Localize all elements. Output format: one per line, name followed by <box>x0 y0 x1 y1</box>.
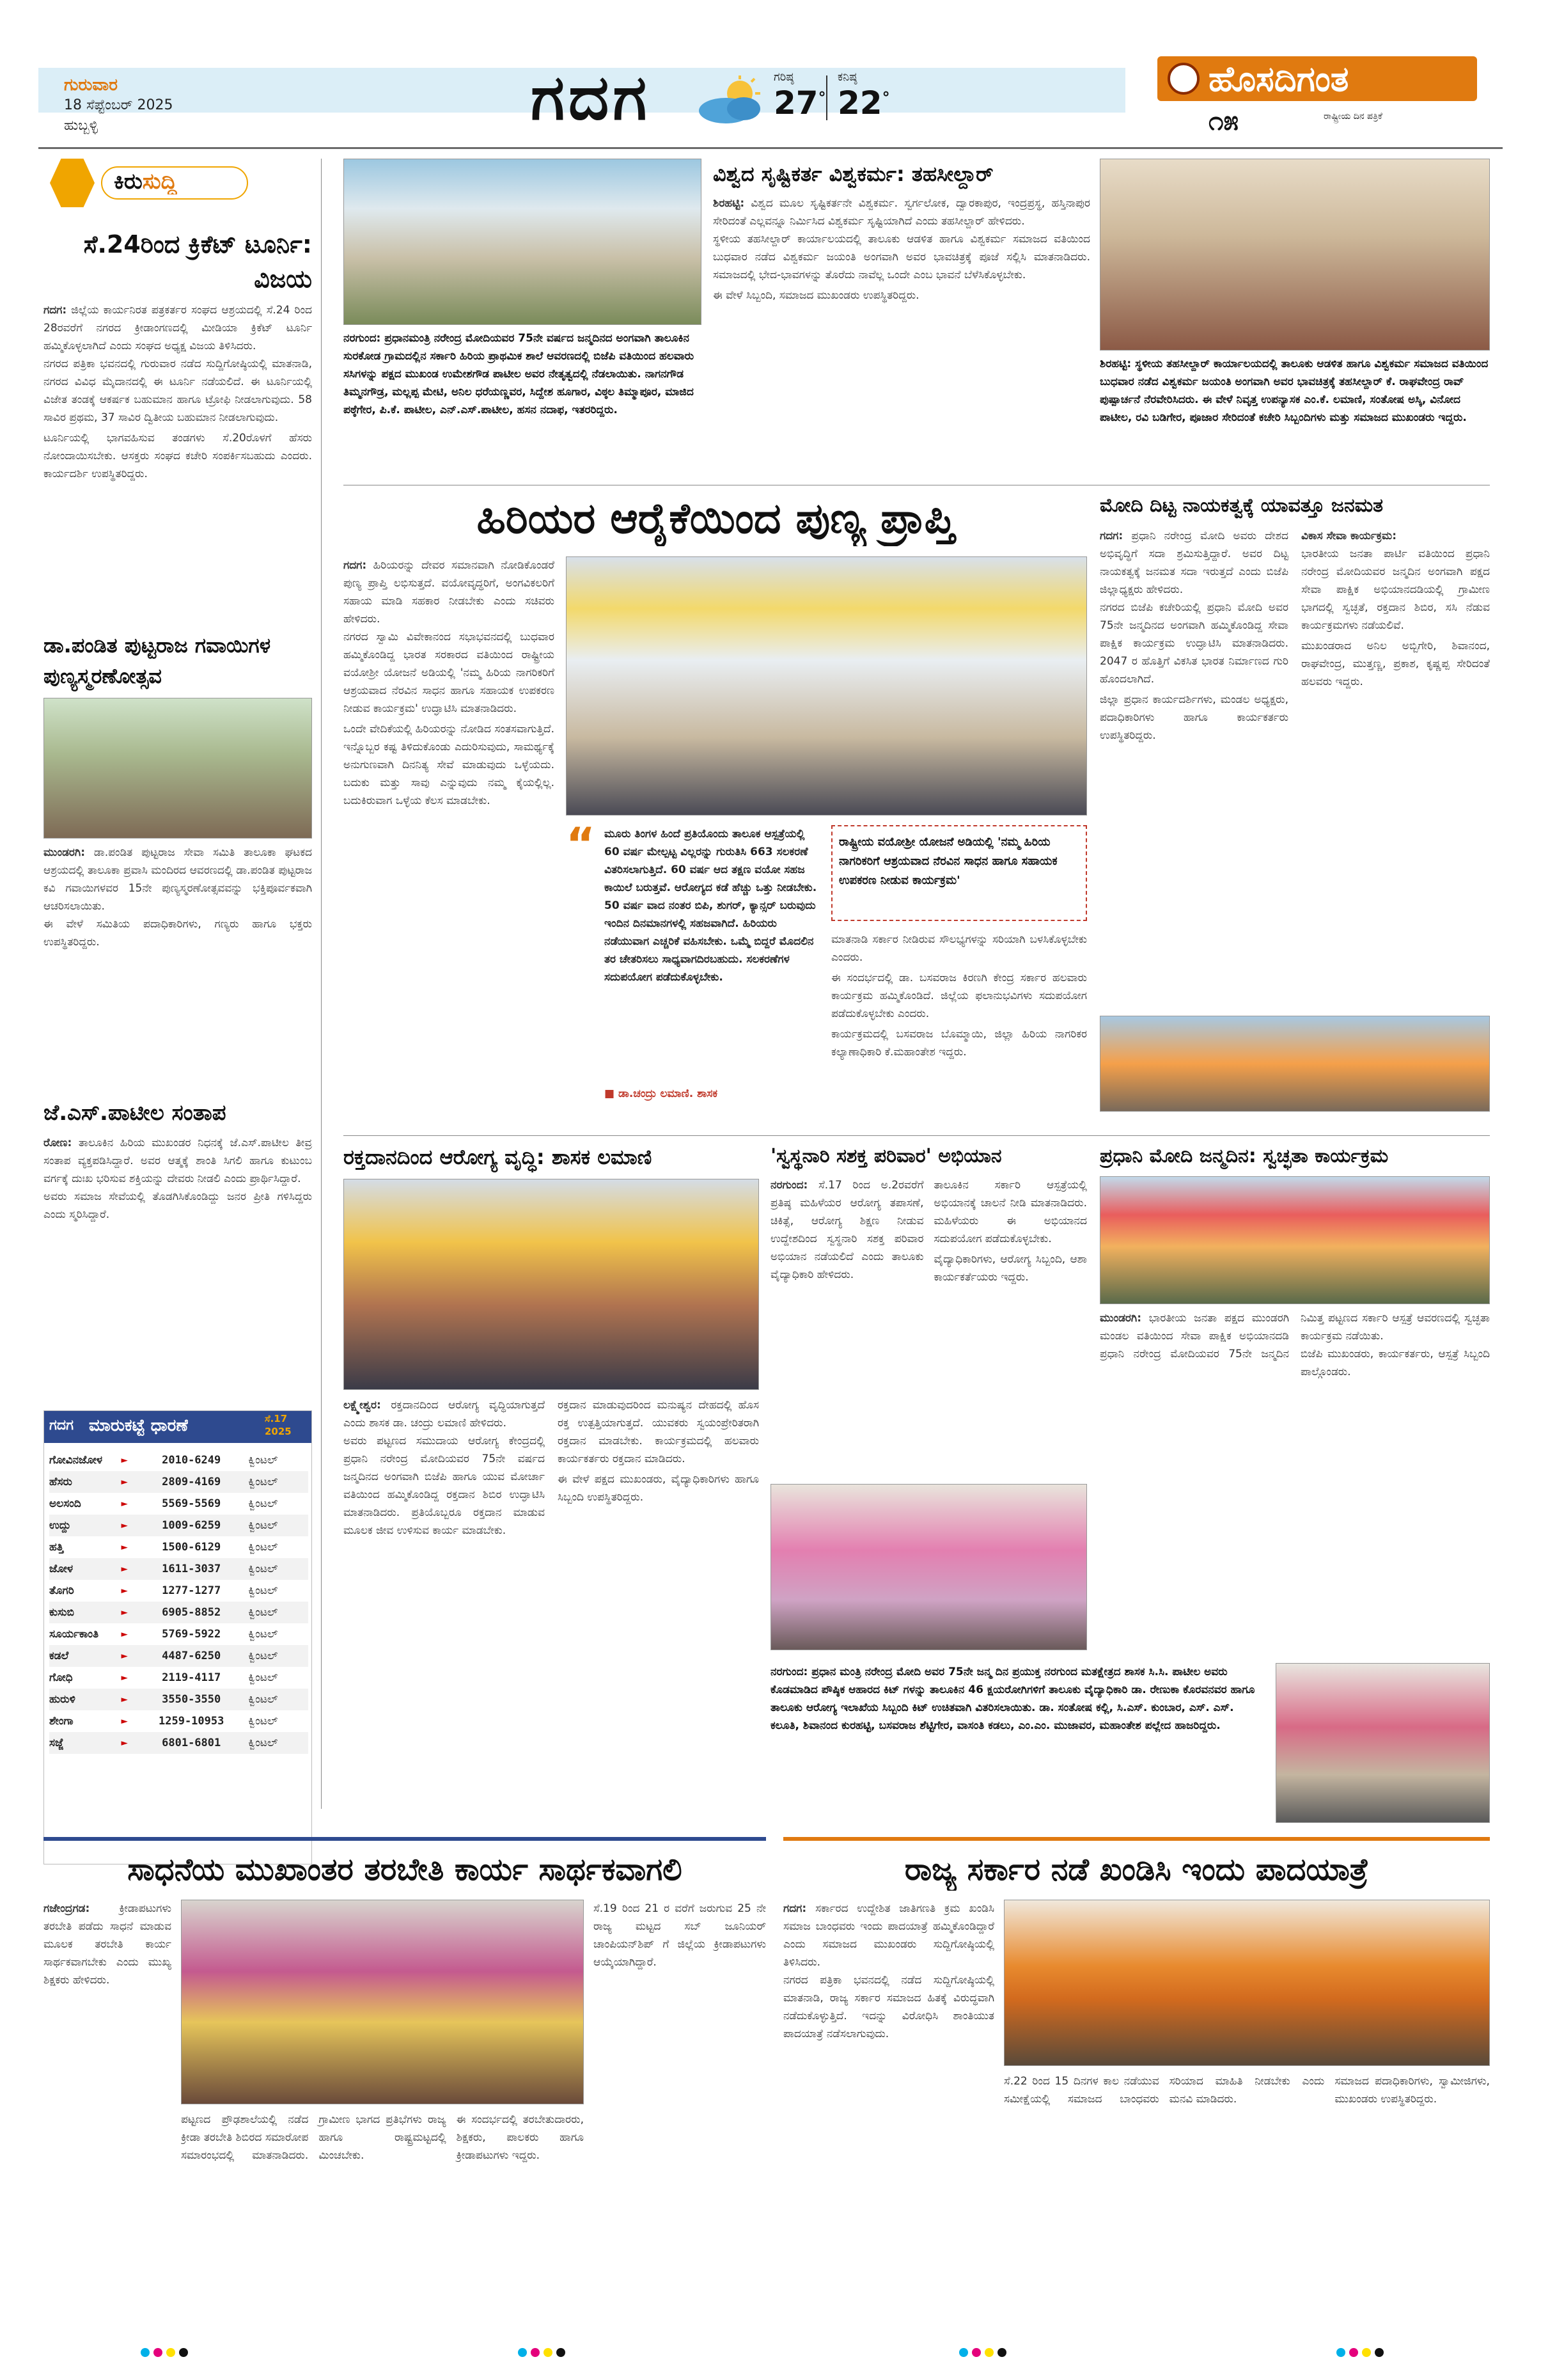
article-title: ಸಾಧನೆಯ ಮುಖಾಂತರ ತರಬೇತಿ ಕಾರ್ಯ ಸಾರ್ಥಕವಾಗಲಿ <box>127 1852 682 1887</box>
yellow-dot <box>544 2348 552 2357</box>
market-row: ಸಜ್ಜೆ ► 6801-6801 ಕ್ವಿಂಟಲ್ <box>49 1732 308 1754</box>
market-row: ಹುರುಳಿ ► 3550-3550 ಕ್ವಿಂಟಲ್ <box>49 1689 308 1710</box>
arrow-icon: ► <box>121 1563 128 1575</box>
quote-icon: “ <box>566 825 596 863</box>
market-row: ಗೋಧಿ ► 2119-4117 ಕ್ವಿಂಟಲ್ <box>49 1671 278 1684</box>
photo-tb-kit <box>1276 1663 1490 1823</box>
photo-modi <box>1100 1016 1490 1112</box>
article-swasthanari <box>770 1142 1087 1481</box>
article-title: ಸೆ.24ರಿಂದ ಕ್ರಿಕೆಟ್ ಟೂರ್ನಿ: ವಿಜಯ <box>83 230 312 293</box>
arrow-icon: ► <box>121 1628 128 1641</box>
article-modi <box>1100 491 1490 1118</box>
lead-quote-box <box>566 825 818 1113</box>
bottom-band-left <box>43 1837 766 1841</box>
tb-kit-box <box>770 1663 1490 1823</box>
black-dot <box>179 2348 188 2357</box>
page-number: ೧೫ <box>1209 105 1239 136</box>
article-title: ರಾಜ್ಯ ಸರ್ಕಾರ ನಡೆ ಖಂಡಿಸಿ ಇಂದು ಪಾದಯಾತ್ರೆ <box>904 1852 1369 1887</box>
article-title: ಡಾ.ಪಂಡಿತ ಪುಟ್ಟರಾಜ ಗವಾಯಿಗಳ ಪುಣ್ಯಸ್ಮರಣೋತ್ಸವ <box>43 633 271 688</box>
photo-blood-donation <box>343 1179 759 1390</box>
brand-logo <box>1157 50 1477 152</box>
arrow-icon: ► <box>121 1476 128 1488</box>
dateline: ನರಗುಂದ: <box>770 1179 808 1192</box>
arrow-icon: ► <box>121 1715 128 1728</box>
quote-source: ■ ಡಾ.ಚಂದ್ರು ಲಮಾಣಿ. ಶಾಸಕ <box>604 1087 718 1100</box>
photo-swasthanari <box>770 1484 1087 1650</box>
article-condolence <box>43 1097 312 1407</box>
yellow-dot <box>985 2348 994 2357</box>
arrow-icon: ► <box>121 1693 128 1706</box>
caption-tree-planting: ನರಗುಂದ: ಪ್ರಧಾನಮಂತ್ರಿ ನರೇಂದ್ರ ಮೋದಿಯವರ 75ನೇ ವರ್ಷದ ಜನ್ಮದಿನದ ಅಂಗವಾಗಿ ತಾಲೂಕಿನ ಸುರಕೋಡ ಗ್ರಾಮದಲ್ಲಿನ ಸರ್ಕಾರಿ ಹಿರಿಯ ಪ್ರಾಥಮಿಕ ಶಾಲೆ ಆವರಣದಲ್ಲಿ ಬಿಜೆಪಿ ವತಿಯಿಂದ ಹಲವಾರು ಸಸಿಗಳನ್ನು ಪಕ್ಷದ ಮುಖಂಡ ಉಮೇಶಗೌಡ ಪಾಟೀಲ ಅವರ ನೇತೃತ್ವದಲ್ಲಿ ನೆಡಲಾಯಿತು. ನಾಗನಗೌಡ ತಿಮ್ಮನಗೌಡ್ರ, ಮಲ್ಲಪ್ಪ ಮೇಟಿ, ಅನಿಲ ಧರೆಯಣ್ಣವರ, ಸಿದ್ದೇಶ ಹೂಗಾರ, ವಿಠ್ಠಲ ತಿಮ್ಮಾಪೂರ, ಮಾಜಿದ ಪಠ್ಠೆಗೇರ, ಪಿ.ಕೆ. ಪಾಟೀಲ, ಎನ್.ಎಸ್.ಪಾಟೀಲ, ಹಸನ ನದಾಫ, ಇತರರಿದ್ದರು. <box>343 332 694 416</box>
article-body-right: ಸೆ.19 ರಿಂದ 21 ರ ವರೆಗೆ ಜರುಗುವ 25 ನೇ ರಾಜ್ಯ ಮಟ್ಟದ ಸಬ್ ಜೂನಿಯರ್ ಚಾಂಪಿಯನ್‌ಶಿಪ್ ಗೆ ಜಿಲ್ಲೆಯ ಕ್ರೀಡಾಪಟುಗಳು ಆಯ್ಕೆಯಾಗಿದ್ದಾರೆ. <box>593 1902 766 1969</box>
cyan-dot <box>141 2348 150 2357</box>
quote-text: ಮೂರು ತಿಂಗಳ ಹಿಂದೆ ಪ್ರತಿಯೊಂದು ತಾಲೂಕ ಆಸ್ಪತ್ರೆಯಲ್ಲಿ 60 ವರ್ಷ ಮೇಲ್ಪಟ್ಟ ವಿಲ್ಲರನ್ನು ಗುರುತಿಸಿ 663 ಸಲಕರಣೆ ವಿತರಿಸಲಾಗುತ್ತಿದೆ. 60 ವರ್ಷ ಆದ ತಕ್ಷಣ ವಯೋ ಸಹಜ ಕಾಯಿಲೆ ಬರುತ್ತವೆ. ಆರೋಗ್ಯದ ಕಡೆ ಹೆಚ್ಚು ಒತ್ತು ನೀಡಬೇಕು. 50 ವರ್ಷ ವಾದ ನಂತರ ಬಿಪಿ, ಶುಗರ್, ಕ್ಯಾನ್ಸರ್ ಬರುವುದು ಇಂದಿನ ದಿನಮಾನಗಳಲ್ಲಿ ಸಹಜವಾಗಿದೆ. ಹಿರಿಯರು ನಡೆಯುವಾಗ ಎಚ್ಚರಿಕೆ ವಹಿಸಬೇಕು. ಒಮ್ಮೆ ಬಿದ್ದರೆ ಮೊದಲಿನ ತರ ಚೇತರಿಸಲು ಸಾಧ್ಯವಾಗದಿರಬಹುದು. ಸಲಕರಣೆಗಳ ಸದುಪಯೋಗ ಪಡೆದುಕೊಳ್ಳಬೇಕು. <box>604 828 817 984</box>
min-temp: 22° <box>838 84 890 122</box>
photo-padayatra <box>1004 1900 1490 2066</box>
bottom-band-right <box>783 1837 1490 1841</box>
lead-highlight-box <box>831 825 1087 921</box>
min-temp-label: ಕನಿಷ್ಠ <box>838 70 857 84</box>
photo-swachhata <box>1100 1176 1490 1304</box>
hand-icon <box>50 159 95 207</box>
photo-sports <box>181 1900 584 2104</box>
dateline: ಗಜೇಂದ್ರಗಡ: <box>43 1902 90 1915</box>
arrow-icon: ► <box>121 1541 128 1554</box>
dateline: ಗದಗ: <box>1100 530 1123 542</box>
lead-headline: ಹಿರಿಯರ ಆರೈಕೆಯಿಂದ ಪುಣ್ಯ ಪ್ರಾಪ್ತಿ <box>476 494 955 543</box>
article-body: ಗದಗ: ಜಿಲ್ಲೆಯ ಕಾರ್ಯನಿರತ ಪತ್ರಕರ್ತರ ಸಂಘದ ಆಶ್ರಯದಲ್ಲಿ ಸೆ.24 ರಿಂದ 28ರವರೆಗೆ ನಗರದ ಕ್ರೀಡಾಂಗಣದಲ್ಲಿ ಮೀಡಿಯಾ ಕ್ರಿಕೆಟ್ ಟೂರ್ನಿ ಹಮ್ಮಿಕೊಳ್ಳಲಾಗಿದೆ ಎಂದು ಸಂಘದ ಅಧ್ಯಕ್ಷ ವಿಜಯ ತಿಳಿಸಿದರು. ನಗರದ ಪತ್ರಿಕಾ ಭವನದಲ್ಲಿ ಗುರುವಾರ ನಡೆದ ಸುದ್ದಿಗೋಷ್ಠಿಯಲ್ಲಿ ಮಾತನಾಡಿ, ನಗರದ ವಿವಿಧ ಮೈದಾನದಲ್ಲಿ ಈ ಟೂರ್ನಿ ನಡೆಯಲಿದೆ. ಈ ಟೂರ್ನಿಯಲ್ಲಿ ವಿಜೇತ ತಂಡಕ್ಕೆ ಆಕರ್ಷಕ ಬಹುಮಾನ ಹಾಗೂ ಟ್ರೋಫಿ ನೀಡಲಾಗುವುದು. 58 ಸಾವಿರ ಪ್ರಥಮ, 37 ಸಾವಿರ ದ್ವಿತೀಯ ಬಹುಮಾನ ನೀಡಲಾಗುವುದು. ಟೂರ್ನಿಯಲ್ಲಿ ಭಾಗವಹಿಸುವ ತಂಡಗಳು ಸೆ.20ರೊಳಗೆ ಹೆಸರು ನೋಂದಾಯಿಸಬೇಕು. ಆಸಕ್ತರು ಸಂಘದ ಕಚೇರಿ ಸಂಪರ್ಕಿಸಬಹುದು ಎಂದರು. ಕಾರ್ಯದರ್ಶಿ ಉಪಸ್ಥಿತರಿದ್ದರು. <box>43 304 312 480</box>
photo-vishwakarma <box>1100 159 1490 351</box>
black-dot <box>556 2348 565 2357</box>
lead-col-1: ಗದಗ: ಹಿರಿಯರನ್ನು ದೇವರ ಸಮಾನವಾಗಿ ನೋಡಿಕೊಂಡರೆ ಪುಣ್ಯ ಪ್ರಾಪ್ತಿ ಲಭಿಸುತ್ತದೆ. ವಯೋವೃದ್ಧರಿಗೆ, ಅಂಗವಿಕಲರಿಗೆ ಸಹಾಯ ಮಾಡಿ ಸಹಕಾರ ನೀಡಬೇಕು ಎಂದು ಸಚಿವರು ಹೇಳಿದರು. ನಗರದ ಸ್ವಾಮಿ ವಿವೇಕಾನಂದ ಸಭಾಭವನದಲ್ಲಿ ಬುಧವಾರ ಹಮ್ಮಿಕೊಂಡಿದ್ದ ಭಾರತ ಸರಕಾರದ ವತಿಯಿಂದ ರಾಷ್ಟ್ರೀಯ ವಯೋಶ್ರೀ ಯೋಜನೆ ಅಡಿಯಲ್ಲಿ 'ನಮ್ಮ ಹಿರಿಯ ನಾಗರಿಕರಿಗೆ ಆಶ್ರಯವಾದ ನೆರವಿನ ಸಾಧನ ಹಾಗೂ ಸಹಾಯಕ ಉಪಕರಣ ನೀಡುವ ಕಾರ್ಯಕ್ರಮ' ಉದ್ಘಾಟಿಸಿ ಮಾತನಾಡಿದರು. ಒಂದೇ ವೇದಿಕೆಯಲ್ಲಿ ಹಿರಿಯರನ್ನು ನೋಡಿದ ಸಂತಸವಾಗುತ್ತಿದೆ. ಇನ್ನೊಬ್ಬರ ಕಷ್ಟ ತಿಳಿದುಕೊಂಡು ಎದುರಿಸುವುದು, ಸಾಮರ್ಥ್ಯಕ್ಕೆ ಅನುಗುಣವಾಗಿ ದಿನನಿತ್ಯ ಸೇವೆ ಮಾಡುವುದು ಒಳ್ಳೆಯದು. ಬದುಕು ಮತ್ತು ಸಾವು ಎನ್ನುವುದು ನಮ್ಮ ಕೈಯಲ್ಲಿಲ್ಲ. ಬದುಕಿರುವಾಗ ಒಳ್ಳೆಯ ಕೆಲಸ ಮಾಡಬೇಕು. <box>343 559 554 807</box>
photo-tree-planting <box>343 159 701 325</box>
article-body-col1: ಗದಗ: ಪ್ರಧಾನಿ ನರೇಂದ್ರ ಮೋದಿ ಅವರು ದೇಶದ ಅಭಿವೃದ್ಧಿಗೆ ಸದಾ ಶ್ರಮಿಸುತ್ತಿದ್ದಾರೆ. ಅವರ ದಿಟ್ಟ ನಾಯಕತ್ವಕ್ಕೆ ಜನಮತ ಸದಾ ಇರುತ್ತದೆ ಎಂದು ಬಿಜೆಪಿ ಜಿಲ್ಲಾಧ್ಯಕ್ಷರು ಹೇಳಿದರು. ನಗರದ ಬಿಜೆಪಿ ಕಚೇರಿಯಲ್ಲಿ ಪ್ರಧಾನಿ ಮೋದಿ ಅವರ 75ನೇ ಜನ್ಮದಿನದ ಅಂಗವಾಗಿ ಹಮ್ಮಿಕೊಂಡಿದ್ದ ಸೇವಾ ಪಾಕ್ಷಿಕ ಕಾರ್ಯಕ್ರಮ ಉದ್ಘಾಟಿಸಿ ಮಾತನಾಡಿದರು. 2047 ರ ಹೊತ್ತಿಗೆ ವಿಕಸಿತ ಭಾರತ ನಿರ್ಮಾಣದ ಗುರಿ ಹೊಂದಲಾಗಿದೆ. ಜಿಲ್ಲಾ ಪ್ರಧಾನ ಕಾರ್ಯದರ್ಶಿಗಳು, ಮಂಡಲ ಅಧ್ಯಕ್ಷರು, ಪದಾಧಿಕಾರಿಗಳು ಹಾಗೂ ಕಾರ್ಯಕರ್ತರು ಉಪಸ್ಥಿತರಿದ್ದರು. <box>1100 530 1288 742</box>
weather-icon <box>694 75 770 127</box>
article-title: 'ಸ್ವಸ್ಥನಾರಿ ಸಶಕ್ತ ಪರಿವಾರ' ಅಭಿಯಾನ <box>770 1145 1002 1167</box>
magenta-dot <box>1349 2348 1358 2357</box>
dateline: ಗದಗ: <box>43 304 67 317</box>
article-title: ಜೆ.ಎಸ್.ಪಾಟೀಲ ಸಂತಾಪ <box>43 1100 226 1126</box>
arrow-icon: ► <box>121 1497 128 1510</box>
magenta-dot <box>153 2348 162 2357</box>
arrow-icon: ► <box>121 1519 128 1532</box>
dateline: ಶಿರಹಟ್ಟಿ: <box>713 197 745 210</box>
market-row: ಕುಸುಬಿ ► 6905-8852 ಕ್ವಿಂಟಲ್ <box>49 1602 308 1623</box>
dateline: ಗದಗ: <box>343 559 367 572</box>
article-sports <box>43 1848 766 2309</box>
market-row: ಕಡಲೆ ► 4487-6250 ಕ್ವಿಂಟಲ್ <box>49 1645 308 1667</box>
market-city: ಗದಗ <box>49 1417 74 1433</box>
brand-name: ಹೊಸದಿಗಂತ <box>1209 59 1349 99</box>
magenta-dot <box>531 2348 540 2357</box>
max-temp: 27° <box>774 84 826 122</box>
article-body: ಶಿರಹಟ್ಟಿ: ವಿಶ್ವದ ಮೂಲ ಸೃಷ್ಟಿಕರ್ತನೇ ವಿಶ್ವಕರ್ಮ. ಸ್ವರ್ಗಲೋಕ, ದ್ವಾರಕಾಪುರ, ಇಂದ್ರಪ್ರಸ್ಥ, ಹಸ್ತಿನಾಪುರ ಸೇರಿದಂತೆ ಎಲ್ಲವನ್ನೂ ನಿರ್ಮಿಸಿದ ವಿಶ್ವಕರ್ಮ ಸೃಷ್ಟಿಯಾಗಿದೆ ಎಂದು ತಹಸೀಲ್ದಾರ್ ಹೇಳಿದರು. ಸ್ಥಳೀಯ ತಹಸೀಲ್ದಾರ್ ಕಾರ್ಯಾಲಯದಲ್ಲಿ ತಾಲೂಕು ಆಡಳಿತ ಹಾಗೂ ವಿಶ್ವಕರ್ಮ ಸಮಾಜದ ವತಿಯಿಂದ ಬುಧವಾರ ನಡೆದ ವಿಶ್ವಕರ್ಮ ಜಯಂತಿ ಅಂಗವಾಗಿ ಅವರ ಭಾವಚಿತ್ರಕ್ಕೆ ಪೂಜೆ ಸಲ್ಲಿಸಿ ಮಾತನಾಡಿದರು. ಸಮಾಜದಲ್ಲಿ ಭೇದ-ಭಾವಗಳನ್ನು ತೊರೆದು ನಾವೆಲ್ಲ ಒಂದೇ ಎಂಬ ಭಾವನೆ ಬೆಳೆಸಿಕೊಳ್ಳಬೇಕು. ಈ ವೇಳೆ ಸಿಬ್ಬಂದಿ, ಸಮಾಜದ ಮುಖಂಡರು ಉಪಸ್ಥಿತರಿದ್ದರು. <box>713 197 1090 302</box>
market-row: ಸೂರ್ಯಕಾಂತಿ ► 5769-5922 ಕ್ವಿಂಟಲ್ <box>49 1628 278 1641</box>
market-row: ಗೋವಿನಜೋಳ ► 2010-6249 ಕ್ವಿಂಟಲ್ <box>49 1454 278 1467</box>
kirusuddi-badge <box>43 159 312 210</box>
article-title: ವಿಶ್ವದ ಸೃಷ್ಟಿಕರ್ತ ವಿಶ್ವಕರ್ಮ: ತಹಸೀಲ್ದಾರ್ <box>713 162 994 186</box>
article-title: ಮೋದಿ ದಿಟ್ಟ ನಾಯಕತ್ವಕ್ಕೆ ಯಾವತ್ತೂ ಜನಮತ <box>1100 494 1384 517</box>
subhead: ವಿಕಾಸ ಸೇವಾ ಕಾರ್ಯಕ್ರಮ: <box>1301 530 1396 542</box>
arrow-icon: ► <box>121 1737 128 1749</box>
temp-divider <box>826 75 827 120</box>
brand-emblem-icon <box>1168 63 1200 95</box>
photo-senior-event <box>566 556 1087 816</box>
market-box <box>43 1410 312 1864</box>
market-row: ಜೋಳ ► 1611-3037 ಕ್ವಿಂಟಲ್ <box>49 1558 308 1580</box>
dateline: ಗದಗ: <box>783 1902 807 1915</box>
article-title: ರಕ್ತದಾನದಿಂದ ಆರೋಗ್ಯ ವೃದ್ಧಿ: ಶಾಸಕ ಲಮಾಣಿ <box>343 1145 652 1169</box>
cyan-dot <box>959 2348 968 2357</box>
row-divider <box>343 1135 1490 1136</box>
dateline: ಲಕ್ಷ್ಮೇಶ್ವರ: <box>343 1399 381 1412</box>
market-title: ಮಾರುಕಟ್ಟೆ ಧಾರಣೆ <box>89 1416 189 1435</box>
caption-vishwakarma: ಶಿರಹಟ್ಟಿ: ಸ್ಥಳೀಯ ತಹಸೀಲ್ದಾರ್ ಕಾರ್ಯಾಲಯದಲ್ಲಿ ತಾಲೂಕು ಆಡಳಿತ ಹಾಗೂ ವಿಶ್ವಕರ್ಮ ಸಮಾಜದ ವತಿಯಿಂದ ಬುಧವಾರ ನಡೆದ ವಿಶ್ವಕರ್ಮ ಜಯಂತಿ ಅಂಗವಾಗಿ ಅವರ ಭಾವಚಿತ್ರಕ್ಕೆ ತಹಸೀಲ್ದಾರ್ ಕೆ. ರಾಘವೇಂದ್ರ ರಾವ್ ಪುಷ್ಪಾರ್ಚನೆ ನೆರವೇರಿಸಿದರು. ಈ ವೇಳೆ ನಿವೃತ್ತ ಉಪನ್ಯಾಸಕ ಎಂ.ಕೆ. ಲಮಾಣಿ, ಸಂತೋಷ ಅಸ್ಕಿ, ವಿನೋದ ಪಾಟೀಲ, ರವಿ ಬಡಿಗೇರ, ಪೂಜಾರ ಸೇರಿದಂತೆ ಕಚೇರಿ ಸಿಬ್ಬಂದಿಗಳು ಮತ್ತು ಸಮಾಜದ ಮುಖಂಡರು ಇದ್ದರು. <box>1100 358 1489 424</box>
cyan-dot <box>518 2348 527 2357</box>
market-row: ಉದ್ದು ► 1009-6259 ಕ್ವಿಂಟಲ್ <box>49 1515 308 1536</box>
date-label: 18 ಸೆಪ್ಟೆಂಬರ್ 2025 <box>64 97 173 113</box>
market-rows <box>49 1449 308 1754</box>
black-dot <box>997 2348 1006 2357</box>
article-body-mid: ಪಟ್ಟಣದ ಪ್ರೌಢಶಾಲೆಯಲ್ಲಿ ನಡೆದ ಕ್ರೀಡಾ ತರಬೇತಿ ಶಿಬಿರದ ಸಮಾರೋಪ ಸಮಾರಂಭದಲ್ಲಿ ಮಾತನಾಡಿದರು. ಗ್ರಾಮೀಣ ಭಾಗದ ಪ್ರತಿಭೆಗಳು ರಾಜ್ಯ ಹಾಗೂ ರಾಷ್ಟ್ರಮಟ್ಟದಲ್ಲಿ ಮಿಂಚಬೇಕು. ಈ ಸಂದರ್ಭದಲ್ಲಿ ತರಬೇತುದಾರರು, ಶಿಕ್ಷಕರು, ಪಾಲಕರು ಹಾಗೂ ಕ್ರೀಡಾಪಟುಗಳು ಇದ್ದರು. <box>181 2113 584 2162</box>
dateline: ಮುಂಡರಗಿ: <box>1100 1312 1142 1325</box>
article-body: ಮುಂಡರಗಿ: ಭಾರತೀಯ ಜನತಾ ಪಕ್ಷದ ಮುಂಡರಗಿ ಮಂಡಲ ವತಿಯಿಂದ ಸೇವಾ ಪಾಕ್ಷಿಕ ಅಭಿಯಾನದಡಿ ಪ್ರಧಾನಿ ನರೇಂದ್ರ ಮೋದಿಯವರ 75ನೇ ಜನ್ಮದಿನ ನಿಮಿತ್ತ ಪಟ್ಟಣದ ಸರ್ಕಾರಿ ಆಸ್ಪತ್ರೆ ಆವರಣದಲ್ಲಿ ಸ್ವಚ್ಛತಾ ಕಾರ್ಯಕ್ರಮ ನಡೆಯಿತು. ಬಿಜೆಪಿ ಮುಖಂಡರು, ಕಾರ್ಯಕರ್ತರು, ಆಸ್ಪತ್ರೆ ಸಿಬ್ಬಂದಿ ಪಾಲ್ಗೊಂಡರು. <box>1100 1312 1490 1378</box>
article-body-right: ಸೆ.22 ರಿಂದ 15 ದಿನಗಳ ಕಾಲ ನಡೆಯುವ ಸಮೀಕ್ಷೆಯಲ್ಲಿ ಸಮಾಜದ ಬಾಂಧವರು ಸರಿಯಾದ ಮಾಹಿತಿ ನೀಡಬೇಕು ಎಂದು ಮನವಿ ಮಾಡಿದರು. ಸಮಾಜದ ಪದಾಧಿಕಾರಿಗಳು, ಸ್ವಾಮೀಜಿಗಳು, ಮುಖಂಡರು ಉಪಸ್ಥಿತರಿದ್ದರು. <box>1004 2075 1490 2106</box>
lead-col-3: ಮಾತನಾಡಿ ಸರ್ಕಾರ ನೀಡಿರುವ ಸೌಲಭ್ಯಗಳನ್ನು ಸರಿಯಾಗಿ ಬಳಸಿಕೊಳ್ಳಬೇಕು ಎಂದರು. ಈ ಸಂದರ್ಭದಲ್ಲಿ ಡಾ. ಬಸವರಾಜ ಕಿರಣಗಿ ಕೇಂದ್ರ ಸರ್ಕಾರ ಹಲವಾರು ಕಾರ್ಯಕ್ರಮ ಹಮ್ಮಿಕೊಂಡಿದೆ. ಜಿಲ್ಲೆಯ ಫಲಾನುಭವಿಗಳು ಸದುಪಯೋಗ ಪಡೆದುಕೊಳ್ಳಬೇಕು ಎಂದರು. ಕಾರ್ಯಕ್ರಮದಲ್ಲಿ ಬಸವರಾಜ ಬೊಮ್ಮಾಯಿ, ಜಿಲ್ಲಾ ಹಿರಿಯ ನಾಗರಿಕರ ಕಲ್ಯಾಣಾಧಿಕಾರಿ ಕೆ.ಮಹಾಂತೇಶ ಇದ್ದರು. <box>831 933 1087 1059</box>
caption-tb-kit: ನರಗುಂದ: ಪ್ರಧಾನ ಮಂತ್ರಿ ನರೇಂದ್ರ ಮೋದಿ ಅವರ 75ನೇ ಜನ್ಮ ದಿನ ಪ್ರಯುಕ್ತ ನರಗುಂದ ಮತಕ್ಷೇತ್ರದ ಶಾಸಕ ಸಿ.ಸಿ. ಪಾಟೀಲ ಅವರು ಕೊಡಮಾಡಿದ ಪೌಷ್ಠಿಕ ಆಹಾರದ ಕಿಟ್ ಗಳನ್ನು ತಾಲೂಕಿನ 46 ಕ್ಷಯರೋಗಿಗಳಿಗೆ ತಾಲೂಕು ವೈದ್ಯಾಧಿಕಾರಿ ಡಾ. ರೇಣುಕಾ ಕೊರವನವರ ಹಾಗೂ ತಾಲೂಕು ಆರೋಗ್ಯ ಇಲಾಖೆಯ ಸಿಬ್ಬಂದಿ ಕಿಟ್ ಉಚಿತವಾಗಿ ವಿತರಿಸಲಾಯಿತು. ಡಾ. ಸಂತೋಷ ಕಲ್ಲಿ, ಸಿ.ಎಸ್. ಕುಂಬಾರ, ಎಸ್. ಎಸ್. ಕಲೂತಿ, ಶಿವಾನಂದ ಕುರಹಟ್ಟಿ, ಬಸವರಾಜ ಶೆಟ್ಟಿಗೇರ, ವಾಸಂತಿ ಕಡಲು, ಎಂ.ಎಂ. ಮುಜಾವರ, ಮಹಾಂತೇಶ ಪಲ್ಲೇದ ಹಾಜರಿದ್ದರು. <box>770 1666 1255 1732</box>
article-puttaraj <box>43 630 312 1129</box>
arrow-icon: ► <box>121 1671 128 1684</box>
market-row: ಶೇಂಗಾ ► 1259-10953 ಕ್ವಿಂಟಲ್ <box>49 1715 278 1728</box>
market-row: ಹೆಸರು ► 2809-4169 ಕ್ವಿಂಟಲ್ <box>49 1471 308 1493</box>
market-row: ಅಲಸಂದಿ ► 5569-5569 ಕ್ವಿಂಟಲ್ <box>49 1497 278 1510</box>
arrow-icon: ► <box>121 1454 128 1467</box>
market-row: ತೊಗರಿ ► 1277-1277 ಕ್ವಿಂಟಲ್ <box>49 1584 278 1597</box>
edition-label: ಹುಬ್ಬಳ್ಳಿ <box>64 118 98 134</box>
article-swachhata <box>1100 1142 1490 1647</box>
max-temp-label: ಗರಿಷ್ಠ <box>774 70 794 84</box>
article-blood-donation <box>343 1142 759 1826</box>
highlight-text: ರಾಷ್ಟ್ರೀಯ ವಯೋಶ್ರೀ ಯೋಜನೆ ಅಡಿಯಲ್ಲಿ 'ನಮ್ಮ ಹಿರಿಯ ನಾಗರಿಕರಿಗೆ ಆಶ್ರಯವಾದ ನೆರವಿನ ಸಾಧನ ಹಾಗೂ ಸಹಾಯಕ ಉಪಕರಣ ನೀಡುವ ಕಾರ್ಯಕ್ರಮ' <box>839 835 1058 887</box>
arrow-icon: ► <box>121 1584 128 1597</box>
article-title: ಪ್ರಧಾನಿ ಮೋದಿ ಜನ್ಮದಿನ: ಸ್ವಚ್ಛತಾ ಕಾರ್ಯಕ್ರಮ <box>1100 1145 1389 1167</box>
article-body-col2: ವಿಕಾಸ ಸೇವಾ ಕಾರ್ಯಕ್ರಮ: ಭಾರತೀಯ ಜನತಾ ಪಾರ್ಟಿ ವತಿಯಿಂದ ಪ್ರಧಾನಿ ನರೇಂದ್ರ ಮೋದಿಯವರ ಜನ್ಮದಿನ ಅಂಗವಾಗಿ ಪಕ್ಷದ ಸೇವಾ ಪಾಕ್ಷಿಕ ಅಭಿಯಾನದಡಿಯಲ್ಲಿ ಗ್ರಾಮೀಣ ಭಾಗದಲ್ಲಿ ಸ್ವಚ್ಛತೆ, ರಕ್ತದಾನ ಶಿಬಿರ, ಸಸಿ ನೆಡುವ ಕಾರ್ಯಕ್ರಮಗಳು ನಡೆಯಲಿವೆ. ಮುಖಂಡರಾದ ಅನಿಲ ಅಬ್ಬಿಗೇರಿ, ಶಿವಾನಂದ, ರಾಘವೇಂದ್ರ, ಮುತ್ತಣ್ಣ, ಪ್ರಕಾಶ, ಕೃಷ್ಣಪ್ಪ ಸೇರಿದಂತೆ ಹಲವರು ಇದ್ದರು. <box>1301 530 1490 688</box>
cyan-dot <box>1336 2348 1345 2357</box>
article-vishwakarma <box>713 159 1090 478</box>
arrow-icon: ► <box>121 1650 128 1662</box>
dateline: ರೋಣ: <box>43 1137 72 1149</box>
article-body-left: ಗದಗ: ಸರ್ಕಾರದ ಉದ್ದೇಶಿತ ಜಾತಿಗಣತಿ ಕ್ರಮ ಖಂಡಿಸಿ ಸಮಾಜ ಬಾಂಧವರು ಇಂದು ಪಾದಯಾತ್ರೆ ಹಮ್ಮಿಕೊಂಡಿದ್ದಾರೆ ಎಂದು ಸಮಾಜದ ಮುಖಂಡರು ಸುದ್ದಿಗೋಷ್ಠಿಯಲ್ಲಿ ತಿಳಿಸಿದರು. ನಗರದ ಪತ್ರಿಕಾ ಭವನದಲ್ಲಿ ನಡೆದ ಸುದ್ದಿಗೋಷ್ಠಿಯಲ್ಲಿ ಮಾತನಾಡಿ, ರಾಜ್ಯ ಸರ್ಕಾರ ಸಮಾಜದ ಹಿತಕ್ಕೆ ವಿರುದ್ಧವಾಗಿ ನಡೆದುಕೊಳ್ಳುತ್ತಿದೆ. ಇದನ್ನು ವಿರೋಧಿಸಿ ಶಾಂತಿಯುತ ಪಾದಯಾತ್ರೆ ನಡೆಸಲಾಗುವುದು. <box>783 1902 994 2040</box>
dateline: ಮುಂಡರಗಿ: <box>43 846 86 859</box>
article-body: ನರಗುಂದ: ಸೆ.17 ರಿಂದ ಅ.2ರವರೆಗೆ ಪ್ರತಿಷ್ಠ ಮಹಿಳೆಯರ ಆರೋಗ್ಯ ತಪಾಸಣೆ, ಚಿಕಿತ್ಸೆ, ಆರೋಗ್ಯ ಶಿಕ್ಷಣ ನೀಡುವ ಉದ್ದೇಶದಿಂದ ಸ್ವಸ್ಥನಾರಿ ಸಶಕ್ತ ಪರಿವಾರ ಅಭಿಯಾನ ನಡೆಯಲಿದೆ ಎಂದು ತಾಲೂಕು ವೈದ್ಯಾಧಿಕಾರಿ ಹೇಳಿದರು. ತಾಲೂಕಿನ ಸರ್ಕಾರಿ ಆಸ್ಪತ್ರೆಯಲ್ಲಿ ಅಭಿಯಾನಕ್ಕೆ ಚಾಲನೆ ನೀಡಿ ಮಾತನಾಡಿದರು. ಮಹಿಳೆಯರು ಈ ಅಭಿಯಾನದ ಸದುಪಯೋಗ ಪಡೆದುಕೊಳ್ಳಬೇಕು. ವೈದ್ಯಾಧಿಕಾರಿಗಳು, ಆರೋಗ್ಯ ಸಿಬ್ಬಂದಿ, ಆಶಾ ಕಾರ್ಯಕರ್ತೆಯರು ಇದ್ದರು. <box>770 1179 1087 1284</box>
city-title: ಗದಗ <box>531 61 651 134</box>
article-photo <box>43 698 312 839</box>
market-row: ಹತ್ತಿ ► 1500-6129 ಕ್ವಿಂಟಲ್ <box>49 1541 278 1554</box>
print-registration-marks <box>141 2347 192 2360</box>
article-body: ಲಕ್ಷ್ಮೇಶ್ವರ: ರಕ್ತದಾನದಿಂದ ಆರೋಗ್ಯ ವೃದ್ಧಿಯಾಗುತ್ತದೆ ಎಂದು ಶಾಸಕ ಡಾ. ಚಂದ್ರು ಲಮಾಣಿ ಹೇಳಿದರು. ಅವರು ಪಟ್ಟಣದ ಸಮುದಾಯ ಆರೋಗ್ಯ ಕೇಂದ್ರದಲ್ಲಿ ಪ್ರಧಾನಿ ನರೇಂದ್ರ ಮೋದಿಯವರ 75ನೇ ವರ್ಷದ ಜನ್ಮದಿನದ ಅಂಗವಾಗಿ ಬಿಜೆಪಿ ಹಾಗೂ ಯುವ ಮೋರ್ಚಾ ವತಿಯಿಂದ ಹಮ್ಮಿಕೊಂಡಿದ್ದ ರಕ್ತದಾನ ಶಿಬಿರ ಉದ್ಘಾಟಿಸಿ ಮಾತನಾಡಿದರು. ಪ್ರತಿಯೊಬ್ಬರೂ ರಕ್ತದಾನ ಮಾಡುವ ಮೂಲಕ ಜೀವ ಉಳಿಸುವ ಕಾರ್ಯ ಮಾಡಬೇಕು. ರಕ್ತದಾನ ಮಾಡುವುದರಿಂದ ಮನುಷ್ಯನ ದೇಹದಲ್ಲಿ ಹೊಸ ರಕ್ತ ಉತ್ಪತ್ತಿಯಾಗುತ್ತದೆ. ಯುವಕರು ಸ್ವಯಂಪ್ರೇರಿತರಾಗಿ ರಕ್ತದಾನ ಮಾಡಬೇಕು. ಕಾರ್ಯಕ್ರಮದಲ್ಲಿ ಹಲವಾರು ಕಾರ್ಯಕರ್ತರು ರಕ್ತದಾನ ಮಾಡಿದರು. ಈ ವೇಳೆ ಪಕ್ಷದ ಮುಖಂಡರು, ವೈದ್ಯಾಧಿಕಾರಿಗಳು ಹಾಗೂ ಸಿಬ್ಬಂದಿ ಉಪಸ್ಥಿತರಿದ್ದರು. <box>343 1399 759 1537</box>
black-dot <box>1375 2348 1384 2357</box>
yellow-dot <box>166 2348 175 2357</box>
brand-tagline: ರಾಷ್ಟ್ರೀಯ ದಿನ ಪತ್ರಿಕೆ <box>1324 111 1382 122</box>
day-label: ಗುರುವಾರ <box>64 75 118 95</box>
print-registration-marks <box>959 2347 1010 2360</box>
column-divider <box>321 159 322 1809</box>
article-body: ಮುಂಡರಗಿ: ಡಾ.ಪಂಡಿತ ಪುಟ್ಟರಾಜ ಸೇವಾ ಸಮಿತಿ ತಾಲೂಕಾ ಘಟಕದ ಆಶ್ರಯದಲ್ಲಿ ತಾಲೂಕಾ ಪ್ರವಾಸಿ ಮಂದಿರದ ಆವರಣದಲ್ಲಿ ಡಾ.ಪಂಡಿತ ಪುಟ್ಟರಾಜ ಕವಿ ಗವಾಯಿಗಳವರ 15ನೇ ಪುಣ್ಯಸ್ಮರಣೋತ್ಸವವನ್ನು ಭಕ್ತಿಪೂರ್ವಕವಾಗಿ ಆಚರಿಸಲಾಯಿತು. ಈ ವೇಳೆ ಸಮಿತಿಯ ಪದಾಧಿಕಾರಿಗಳು, ಗಣ್ಯರು ಹಾಗೂ ಭಕ್ತರು ಉಪಸ್ಥಿತರಿದ್ದರು. <box>43 846 312 949</box>
market-date: ಸೆ.17 2025 <box>265 1412 309 1438</box>
magenta-dot <box>972 2348 981 2357</box>
yellow-dot <box>1362 2348 1371 2357</box>
masthead <box>38 59 1503 159</box>
kirusuddi-label: ಕಿರುಸುದ್ದಿ <box>114 169 177 194</box>
arrow-icon: ► <box>121 1606 128 1619</box>
article-padayatra <box>783 1848 1490 2309</box>
print-registration-marks <box>1336 2347 1388 2360</box>
article-body-left: ಗಜೇಂದ್ರಗಡ: ಕ್ರೀಡಾಪಟುಗಳು ತರಬೇತಿ ಪಡೆದು ಸಾಧನೆ ಮಾಡುವ ಮೂಲಕ ತರಬೇತಿ ಕಾರ್ಯ ಸಾರ್ಥಕವಾಗಬೇಕು ಎಂದು ಮುಖ್ಯ ಶಿಕ್ಷಕರು ಹೇಳಿದರು. <box>43 1902 171 1987</box>
print-registration-marks <box>518 2347 569 2360</box>
article-body: ರೋಣ: ತಾಲೂಕಿನ ಹಿರಿಯ ಮುಖಂಡರ ನಿಧನಕ್ಕೆ ಜೆ.ಎಸ್.ಪಾಟೀಲ ತೀವ್ರ ಸಂತಾಪ ವ್ಯಕ್ತಪಡಿಸಿದ್ದಾರೆ. ಅವರ ಆತ್ಮಕ್ಕೆ ಶಾಂತಿ ಸಿಗಲಿ ಹಾಗೂ ಕುಟುಂಬ ವರ್ಗಕ್ಕೆ ದುಃಖ ಭರಿಸುವ ಶಕ್ತಿಯನ್ನು ದೇವರು ನೀಡಲಿ ಎಂದು ಪ್ರಾರ್ಥಿಸಿದ್ದಾರೆ. ಅವರು ಸಮಾಜ ಸೇವೆಯಲ್ಲಿ ತೊಡಗಿಸಿಕೊಂಡಿದ್ದು ಜನರ ಪ್ರೀತಿ ಗಳಿಸಿದ್ದರು ಎಂದು ಸ್ಮರಿಸಿದ್ದಾರೆ. <box>43 1137 312 1221</box>
